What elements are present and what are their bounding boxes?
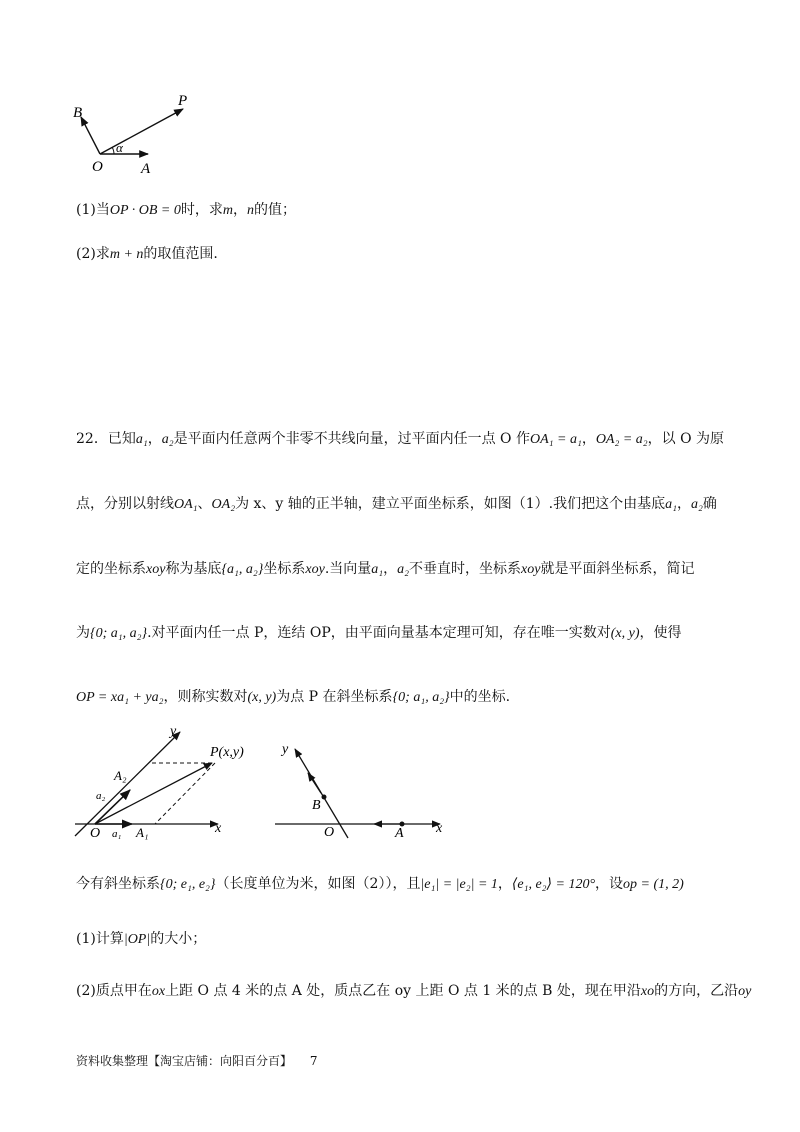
text: ，使得 [639,625,682,641]
text: 确 [702,496,717,512]
text: ，且 [392,876,421,892]
q22-line8 [76,982,751,1001]
math-coord-system: {0; a₁, a₂} [392,690,450,705]
text: (2)质点甲在 [76,983,152,999]
label-vec-a2: a₂ [96,790,106,802]
math-angle: ⟨e₁, e₂⟩ = 120° [511,877,596,892]
label-b: B [312,798,321,813]
math-unit-lengths: |e₁| = |e₂| = 1 [420,877,498,892]
label-a: A [141,161,151,177]
label-p: P(x,y) [210,745,244,760]
text: 今有斜坐标系 [76,876,160,892]
math-a2: a₂ [691,497,703,512]
q22-line6 [76,875,684,894]
label-x: x [436,821,443,836]
math-pair: (x, y) [247,690,277,705]
math-n: n [247,203,254,218]
text: ， [147,431,162,447]
math-coord-system: {0; e₁, e₂} [160,877,216,892]
text: ，设 [595,876,624,892]
math-op-dot-ob: OP · OB = 0 [109,203,181,218]
label-o: O [90,826,101,841]
angle-arc [112,147,114,154]
text: 的取值范围. [143,246,218,262]
text: (1)当 [76,202,110,218]
q22-line4 [76,624,682,643]
page-footer [76,1052,317,1069]
math-a2: a₂ [161,432,174,447]
label-a: A [395,826,404,841]
math-abs-op: |OP| [123,932,151,947]
vector-op [95,763,212,824]
text: ， [497,876,512,892]
math-xoy: xoy [305,562,325,577]
text: ， [383,561,398,577]
math-a1: a₁ [665,497,677,512]
text: 中的坐标. [449,689,511,705]
text: 的大小； [150,931,207,947]
math-coord-system: {0; a₁, a₂} [90,626,148,641]
text: 的值； [254,202,296,218]
math-a1: a₁ [371,562,384,577]
text: ，则称实数对 [163,689,248,705]
text: .对平面内任一点 P，连结 OP，由平面向量基本定理可知，存在唯一实数对 [147,625,611,641]
vector-figure [70,90,200,180]
math-op-eq: OP = xa₁ + ya₂ [76,690,164,705]
math-basis: {a₁, a₂} [221,562,264,577]
label-x: x [215,821,222,836]
math-a1: a₁ [135,432,148,447]
point-b [322,795,327,800]
vector-ob [81,117,100,154]
text: ，以 O 为原 [647,431,725,447]
math-oa2: OA₂ [211,497,236,512]
q22-line1 [76,430,724,449]
text: 为 x、y 轴的正半轴，建立平面坐标系，如图（1）.我们把这个由基底 [235,496,666,512]
math-xo: xo [640,984,655,999]
text: 为 [76,625,90,641]
text: 时，求 [180,202,223,218]
label-o: O [92,159,103,175]
label-vec-a1: a₁ [112,828,122,840]
math-oa1: OA₁ [174,497,198,512]
label-a2: A₂ [114,768,127,783]
text: （长度单位为米，如图（2）） [215,876,393,892]
math-m-plus-n: m + n [109,247,144,262]
text: 称为基底 [165,561,222,577]
y-axis [295,749,348,838]
text: ， [581,431,596,447]
q22-line7 [76,930,206,949]
text: (1)计算 [76,931,124,947]
text: ， [233,202,247,218]
text: 坐标系 [263,561,306,577]
q21-part2 [76,245,218,264]
math-pair: (x, y) [610,626,640,641]
dashed-line [155,763,215,824]
label-o: O [324,825,335,840]
page-number: 7 [309,1054,318,1068]
q22-line3 [76,560,694,579]
text: 的方向，乙沿 [654,983,739,999]
motion-arrow-b [308,773,321,793]
math-oa2-eq: OA₂ = a₂ [595,432,648,447]
math-xoy: xoy [521,562,541,577]
q22-line2 [76,495,717,514]
label-b: B [73,105,83,121]
text: ， [677,496,691,512]
text: 为点 P 在斜坐标系 [276,689,393,705]
y-axis [75,732,180,836]
text: 就是平面斜坐标系，简记 [540,561,695,577]
text: 是平面内任意两个非零不共线向量，过平面内任一点 O 作 [173,431,530,447]
math-m: m [222,203,233,218]
text: 22．已知 [76,431,136,447]
text: (2)求 [76,246,110,262]
math-xoy: xoy [146,562,166,577]
text: 定的坐标系 [76,561,146,577]
oblique-coord-figure [70,720,260,845]
text: 、 [197,496,212,512]
label-y: y [282,742,289,757]
text: .当向量 [324,561,372,577]
footer-text: 资料收集整理【淘宝店铺：向阳百分百】 [76,1054,293,1068]
text: 点，分别以射线 [76,496,174,512]
label-alpha: α [116,140,123,155]
math-a2: a₂ [397,562,410,577]
math-op-coords: op = (1, 2) [623,877,684,892]
text: 不垂直时，坐标系 [409,561,522,577]
motion-figure [270,735,460,845]
text: 上距 O 点 4 米的点 A 处，质点乙在 oy 上距 O 点 1 米的点 B 处，现在甲沿 [165,983,641,999]
label-y: y [170,724,177,739]
q22-line5 [76,688,510,707]
math-ox: ox [151,984,166,999]
label-p: P [178,93,188,109]
label-a1: A₁ [136,825,149,840]
math-oy: oy [738,984,752,999]
math-oa1-eq: OA₁ = a₁ [529,432,582,447]
q21-part1 [76,201,296,220]
